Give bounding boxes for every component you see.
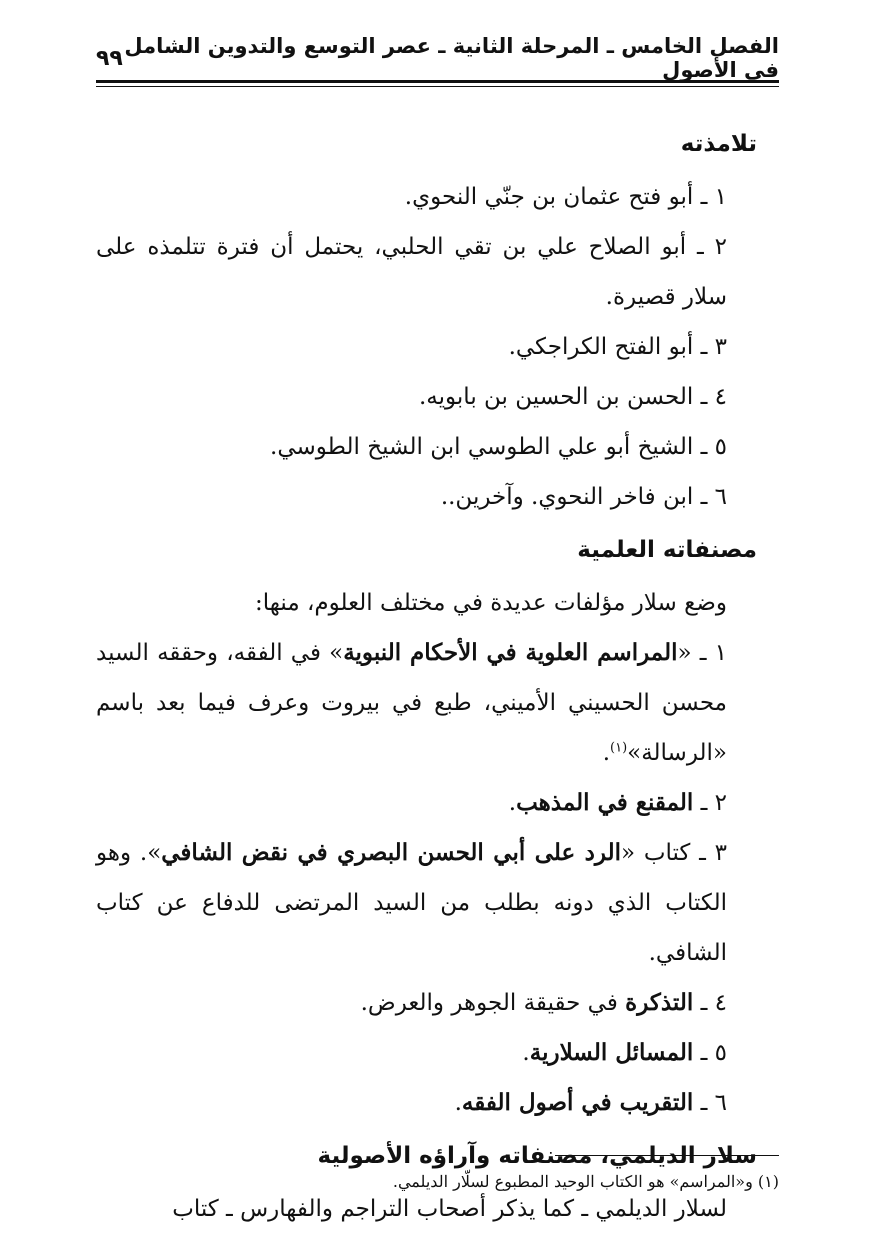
work-item-4-rest: في حقيقة الجوهر والعرض.	[360, 990, 626, 1016]
works-heading: مصنفاته العلمية	[577, 537, 757, 563]
work-item-1-end: .	[602, 740, 610, 766]
work-item-5-rest: .	[522, 1040, 530, 1066]
work-item-4-title: التذكرة	[625, 989, 694, 1016]
work-item-6-title: التقريب في أصول الفقه	[461, 1089, 694, 1116]
footnote-reference: (١)	[610, 740, 628, 756]
running-header	[96, 34, 779, 82]
work-item-2-title: المقنع في المذهب	[516, 789, 694, 816]
work-item-6	[96, 1078, 779, 1128]
work-item-2	[96, 778, 779, 828]
students-heading: تلامذته	[680, 131, 757, 157]
student-item-6: ٦ ـ ابن فاخر النحوي. وآخرين..	[440, 484, 727, 510]
work-item-2-rest: .	[508, 790, 517, 816]
header-rule-thin	[96, 86, 779, 87]
footnote: (١) و«المراسم» هو الكتاب الوحيد المطبوع لسلّار الديلمي.	[392, 1172, 779, 1191]
views-heading: سلار الديلمي، مصنفاته وآراؤه الأصولية	[317, 1143, 757, 1169]
work-item-3-title: الرد على أبي الحسن البصري في نقض الشافي	[161, 839, 621, 866]
running-title: الفصل الخامس ـ المرحلة الثانية ـ عصر التوسع والتدوين الشامل في الأصول	[124, 34, 779, 82]
work-item-6-prefix: ٦ ـ	[693, 1090, 727, 1116]
student-item-1: ١ ـ أبو فتح عثمان بن جنّي النحوي.	[404, 184, 727, 210]
work-item-6-rest: .	[454, 1090, 462, 1116]
works-intro: وضع سلار مؤلفات عديدة في مختلف العلوم، منها:	[255, 590, 727, 616]
work-item-5	[96, 1028, 779, 1078]
work-item-3-rest: ». وهو الكتاب الذي دونه بطلب من السيد المرتضى للدفاع عن كتاب الشافي.	[96, 840, 727, 966]
work-item-3-prefix: ٣ ـ كتاب «	[620, 840, 727, 866]
header-rule-thick	[96, 80, 779, 83]
student-item-4: ٤ ـ الحسن بن الحسين بن بابويه.	[418, 384, 727, 410]
main-text	[96, 116, 779, 1234]
views-paragraph: لسلار الديلمي ـ كما يذكر أصحاب التراجم والفهارس ـ كتاب	[172, 1196, 727, 1222]
work-item-5-prefix: ٥ ـ	[693, 1040, 727, 1066]
work-item-2-prefix: ٢ ـ	[693, 790, 727, 816]
work-item-4-prefix: ٤ ـ	[693, 990, 727, 1016]
student-item-2: ٢ ـ أبو الصلاح علي بن تقي الحلبي، يحتمل أن فترة تتلمذه على سلار قصيرة.	[96, 234, 727, 310]
work-item-1-title: المراسم العلوية في الأحكام النبوية	[343, 639, 678, 666]
page-number: ٩٩	[96, 45, 123, 71]
student-item-3: ٣ ـ أبو الفتح الكراجكي.	[508, 334, 727, 360]
work-item-5-title: المسائل السلارية	[529, 1039, 694, 1066]
work-item-1-prefix: ١ ـ «	[677, 640, 727, 666]
work-item-3	[96, 828, 779, 978]
work-item-4	[96, 978, 779, 1028]
footnote-separator	[555, 1155, 779, 1156]
student-item-5: ٥ ـ الشيخ أبو علي الطوسي ابن الشيخ الطوسي.	[270, 434, 727, 460]
work-item-1	[96, 628, 779, 778]
work-item-1-rest: » في الفقه، وحققه السيد محسن الحسيني الأميني، طبع في بيروت وعرف فيما بعد باسم «الرسالة»	[96, 640, 727, 766]
